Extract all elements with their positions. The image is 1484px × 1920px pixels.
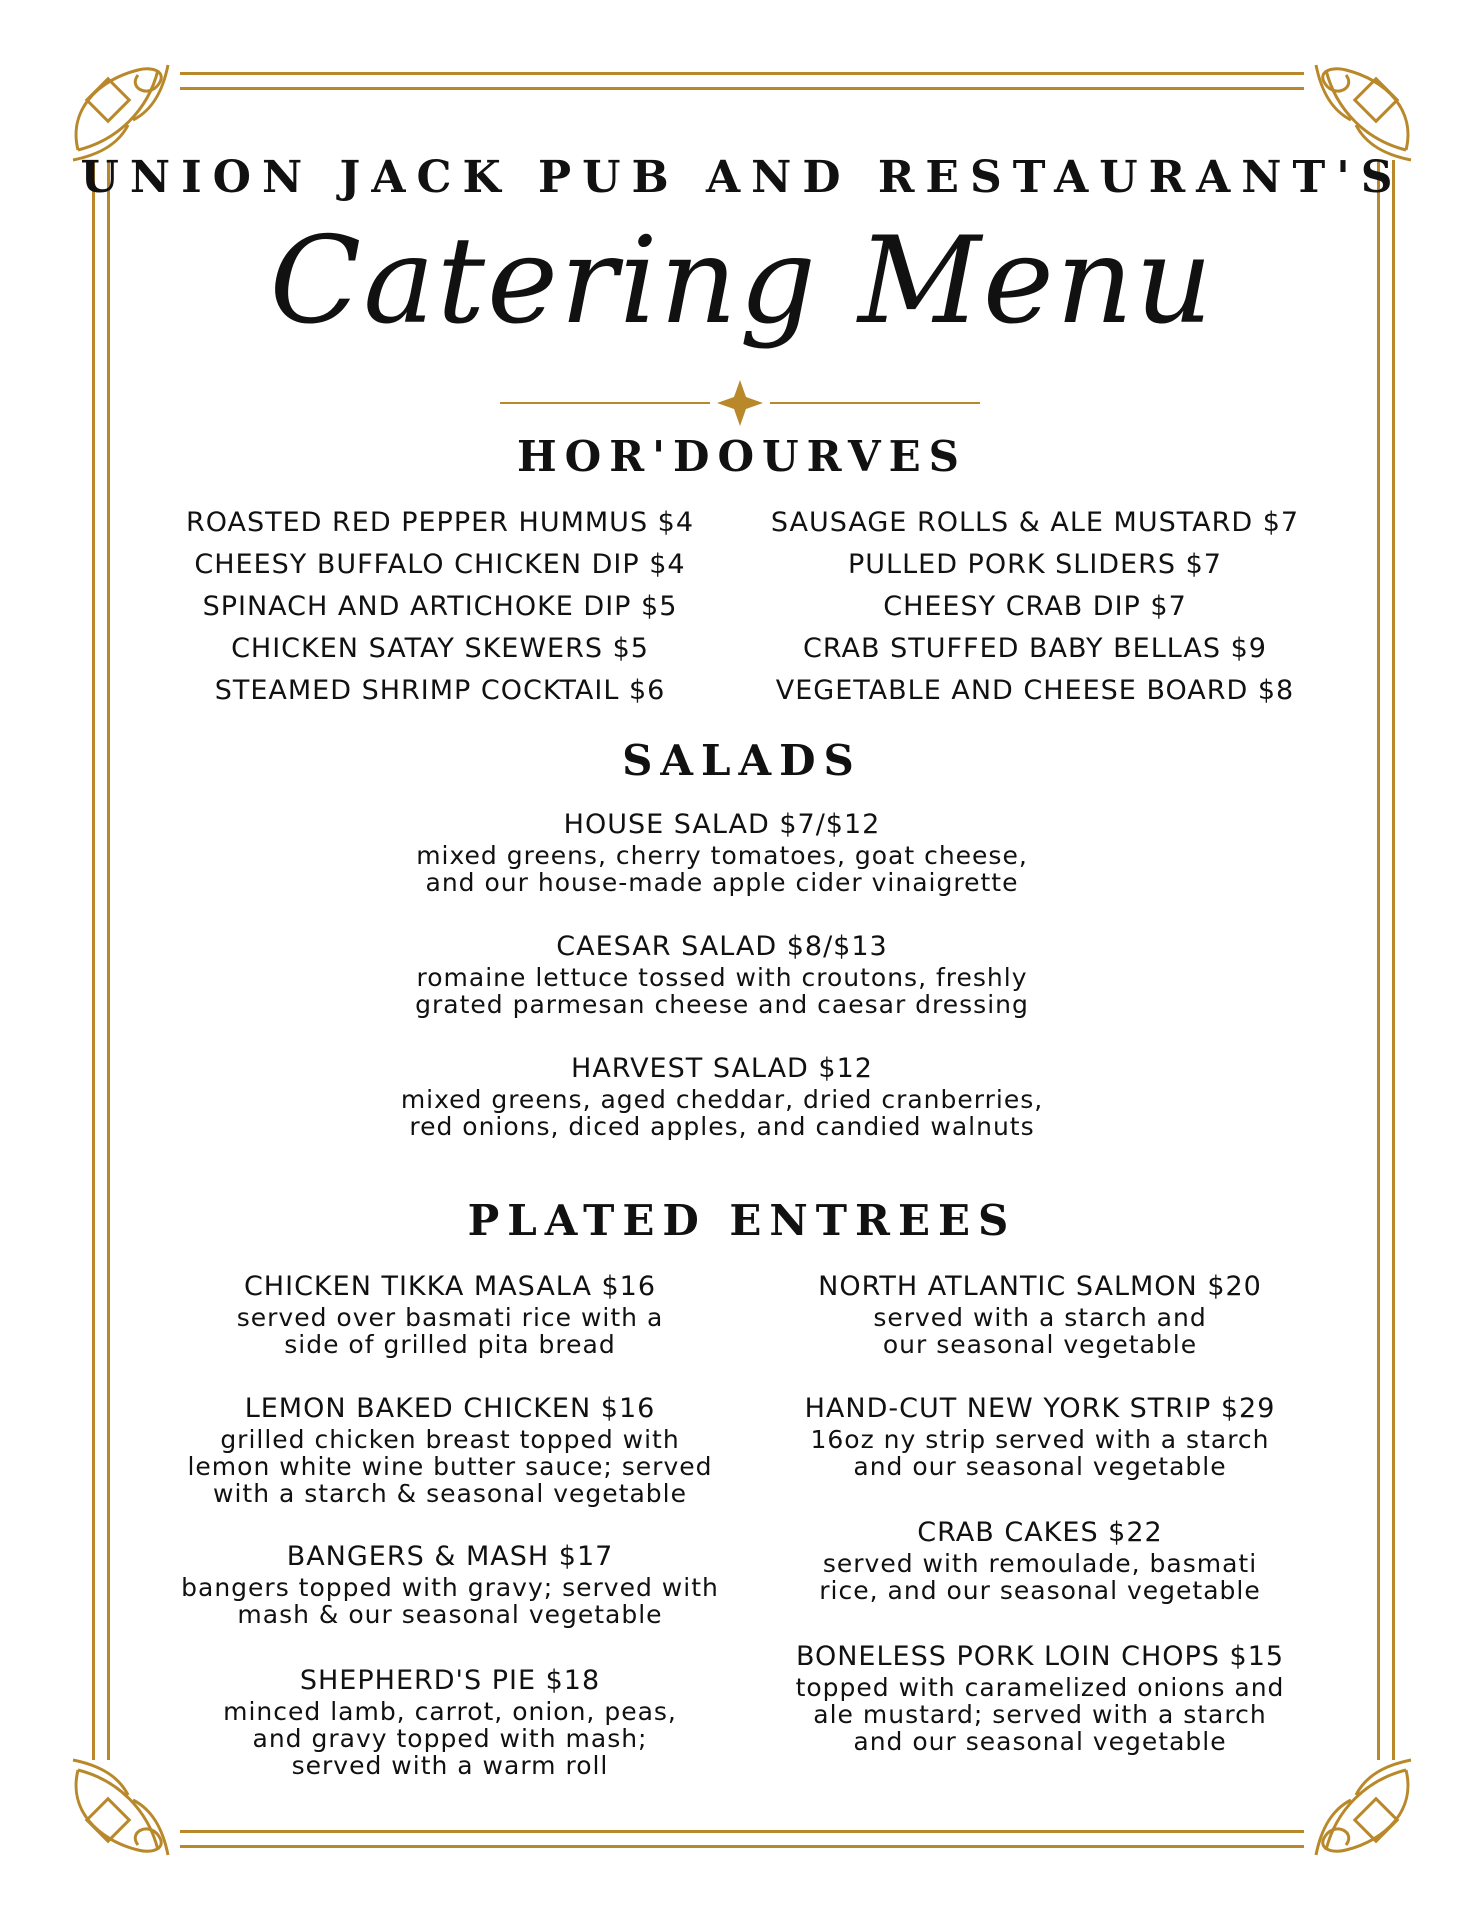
menu-item: PULLED PORK SLIDERS $7 xyxy=(848,549,1222,580)
corner-ornament-icon xyxy=(1306,1750,1426,1870)
entree-description: 16oz ny strip served with a starch xyxy=(810,1425,1270,1454)
entree-description: minced lamb, carrot, onion, peas, xyxy=(223,1697,677,1726)
entree-description: served with remoulade, basmati xyxy=(822,1549,1258,1578)
entree-description: mash & our seasonal vegetable xyxy=(237,1600,663,1629)
entree-item xyxy=(740,1270,1340,1358)
page-title: Catering Menu xyxy=(269,212,1215,351)
entree-description: ale mustard; served with a starch xyxy=(813,1700,1267,1729)
menu-item: SAUSAGE ROLLS & ALE MUSTARD $7 xyxy=(770,507,1300,538)
salad-item xyxy=(342,1052,1102,1140)
salad-description: romaine lettuce tossed with croutons, freshly xyxy=(416,963,1028,992)
entree-description: grilled chicken breast topped with xyxy=(220,1425,680,1454)
salad-description: grated parmesan cheese and caesar dressing xyxy=(415,990,1029,1019)
entree-description: topped with caramelized onions and xyxy=(795,1673,1285,1702)
menu-item: CHEESY CRAB DIP $7 xyxy=(883,591,1187,622)
entree-description: side of grilled pita bread xyxy=(284,1330,616,1359)
entree-item xyxy=(150,1270,750,1358)
entree-name: CRAB CAKES $22 xyxy=(917,1517,1163,1548)
section-title-salads: SALADS xyxy=(622,736,862,785)
entree-name: LEMON BAKED CHICKEN $16 xyxy=(244,1393,656,1424)
menu-item: CHEESY BUFFALO CHICKEN DIP $4 xyxy=(194,549,686,580)
salad-description: and our house-made apple cider vinaigrette xyxy=(425,868,1019,897)
menu-item: STEAMED SHRIMP COCKTAIL $6 xyxy=(214,675,666,706)
entree-description: lemon white wine butter sauce; served xyxy=(187,1452,713,1481)
menu-item: SPINACH AND ARTICHOKE DIP $5 xyxy=(202,591,678,622)
salad-description: red onions, diced apples, and candied walnuts xyxy=(409,1112,1035,1141)
entree-description: with a starch & seasonal vegetable xyxy=(213,1479,687,1508)
entree-name: NORTH ATLANTIC SALMON $20 xyxy=(818,1271,1262,1302)
salad-item xyxy=(342,808,1102,896)
entree-item xyxy=(150,1392,750,1507)
entree-description: bangers topped with gravy; served with xyxy=(181,1573,719,1602)
entree-description: served with a warm roll xyxy=(291,1751,609,1780)
salad-name: HOUSE SALAD $7/$12 xyxy=(563,809,881,840)
horderves-right-column xyxy=(740,502,1330,712)
salad-name: CAESAR SALAD $8/$13 xyxy=(556,931,888,962)
entree-item xyxy=(150,1540,750,1628)
menu-item: CHICKEN SATAY SKEWERS $5 xyxy=(231,633,649,664)
entree-item xyxy=(740,1640,1340,1755)
entree-item xyxy=(150,1664,750,1779)
entree-description: served with a starch and xyxy=(873,1303,1207,1332)
salad-description: mixed greens, aged cheddar, dried cranberries, xyxy=(400,1085,1044,1114)
entree-item xyxy=(740,1392,1340,1480)
entree-description: and our seasonal vegetable xyxy=(853,1727,1227,1756)
entree-description: and gravy topped with mash; xyxy=(252,1724,648,1753)
sparkle-divider-icon xyxy=(500,378,980,428)
section-title-entrees: PLATED ENTREES xyxy=(467,1196,1017,1245)
menu-item: CRAB STUFFED BABY BELLAS $9 xyxy=(803,633,1267,664)
section-title-horderves: HOR'DOURVES xyxy=(516,432,967,481)
menu-item: ROASTED RED PEPPER HUMMUS $4 xyxy=(185,507,695,538)
salad-item xyxy=(342,930,1102,1018)
entree-name: CHICKEN TIKKA MASALA $16 xyxy=(243,1271,657,1302)
entree-name: SHEPHERD'S PIE $18 xyxy=(299,1665,601,1696)
entree-name: BANGERS & MASH $17 xyxy=(286,1541,614,1572)
entree-description: our seasonal vegetable xyxy=(882,1330,1198,1359)
entree-name: HAND-CUT NEW YORK STRIP $29 xyxy=(804,1393,1276,1424)
salad-name: HARVEST SALAD $12 xyxy=(571,1053,873,1084)
entree-description: rice, and our seasonal vegetable xyxy=(819,1576,1261,1605)
menu-item: VEGETABLE AND CHEESE BOARD $8 xyxy=(775,675,1295,706)
entree-item xyxy=(740,1516,1340,1604)
horderves-left-column xyxy=(150,502,730,712)
restaurant-name: UNION JACK PUB AND RESTAURANT'S xyxy=(80,152,1404,203)
entree-name: BONELESS PORK LOIN CHOPS $15 xyxy=(795,1641,1285,1672)
entree-description: served over basmati rice with a xyxy=(236,1303,664,1332)
entree-description: and our seasonal vegetable xyxy=(853,1452,1227,1481)
salad-description: mixed greens, cherry tomatoes, goat cheese, xyxy=(416,841,1028,870)
